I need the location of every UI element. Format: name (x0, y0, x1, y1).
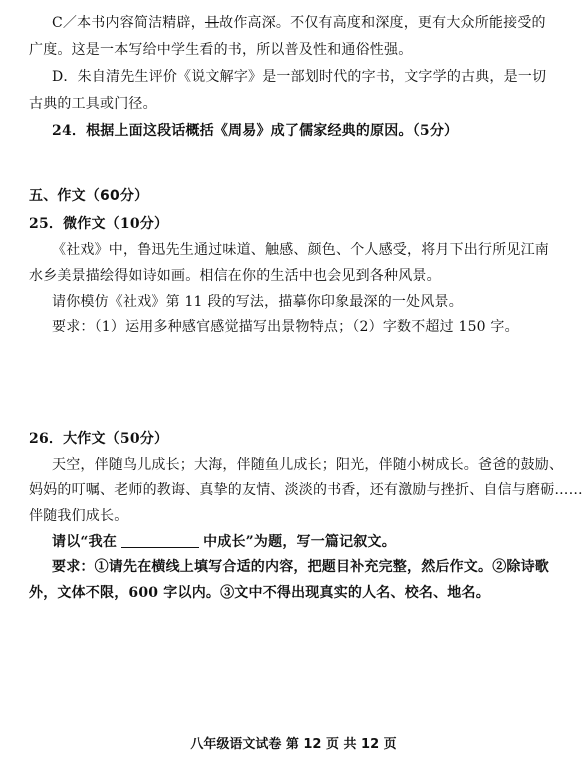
page-footer: 八年级语文试卷 第 12 页 共 12 页 (190, 737, 397, 752)
option-c-text-b: 故作高深。不仅有高度和深度，更有大众所能接受的 (219, 15, 546, 31)
q26-para1-line1: 天空，伴随鸟儿成长；大海，伴随鱼儿成长；阳光，伴随小树成长。爸爸的鼓励、 (52, 457, 564, 473)
q26-requirements-line2: 外，文体不限，600 字以内。③文中不得出现真实的人名、校名、地名。 (29, 585, 490, 601)
option-c-line1 (52, 14, 546, 32)
option-c-text-a: C／本书内容简洁精辟， (52, 15, 205, 31)
option-d-line2: 古典的工具或门径。 (29, 96, 157, 112)
q25-requirements: 要求：（1）运用多种感官感觉描写出景物特点；（2）字数不超过 150 字。 (52, 319, 519, 335)
q25-para1-line1: 《社戏》中，鲁迅先生通过味道、触感、颜色、个人感受，将月下出行所见江南 (52, 242, 549, 258)
q26-title-prompt (52, 533, 396, 551)
q25-para2: 请你模仿《社戏》第 11 段的写法，描摹你印象最深的一处风景。 (52, 294, 463, 310)
q26-prompt-after: 中成长”为题，写一篇记叙文。 (203, 534, 396, 550)
q26-requirements-line1: 要求：①请先在横线上填写合适的内容，把题目补充完整，然后作文。②除诗歌 (52, 559, 549, 575)
option-c-struck-text: 且 (204, 15, 220, 31)
question-24: 24．根据上面这段话概括《周易》成了儒家经典的原因。（5分） (52, 123, 459, 139)
option-c-line2: 广度。这是一本写给中学生看的书，所以普及性和通俗性强。 (29, 42, 413, 58)
question-25-title: 25．微作文（10分） (29, 216, 169, 232)
q25-para1-line2: 水乡美景描绘得如诗如画。相信在你的生活中也会见到各种风景。 (29, 268, 441, 284)
question-26-title: 26．大作文（50分） (29, 431, 169, 447)
option-d-line1: D．朱自清先生评价《说文解字》是一部划时代的字书，文字学的古典，是一切 (52, 69, 547, 85)
section-5-title: 五、作文（60分） (29, 188, 149, 204)
title-blank-line (121, 546, 199, 548)
q26-para1-line3: 伴随我们成长。 (29, 508, 129, 524)
q26-prompt-before: 请以“我在 (52, 534, 118, 550)
q26-para1-line2: 妈妈的叮嘱、老师的教诲、真挚的友情、淡淡的书香，还有激励与挫折、自信与磨砺…… (29, 482, 583, 498)
